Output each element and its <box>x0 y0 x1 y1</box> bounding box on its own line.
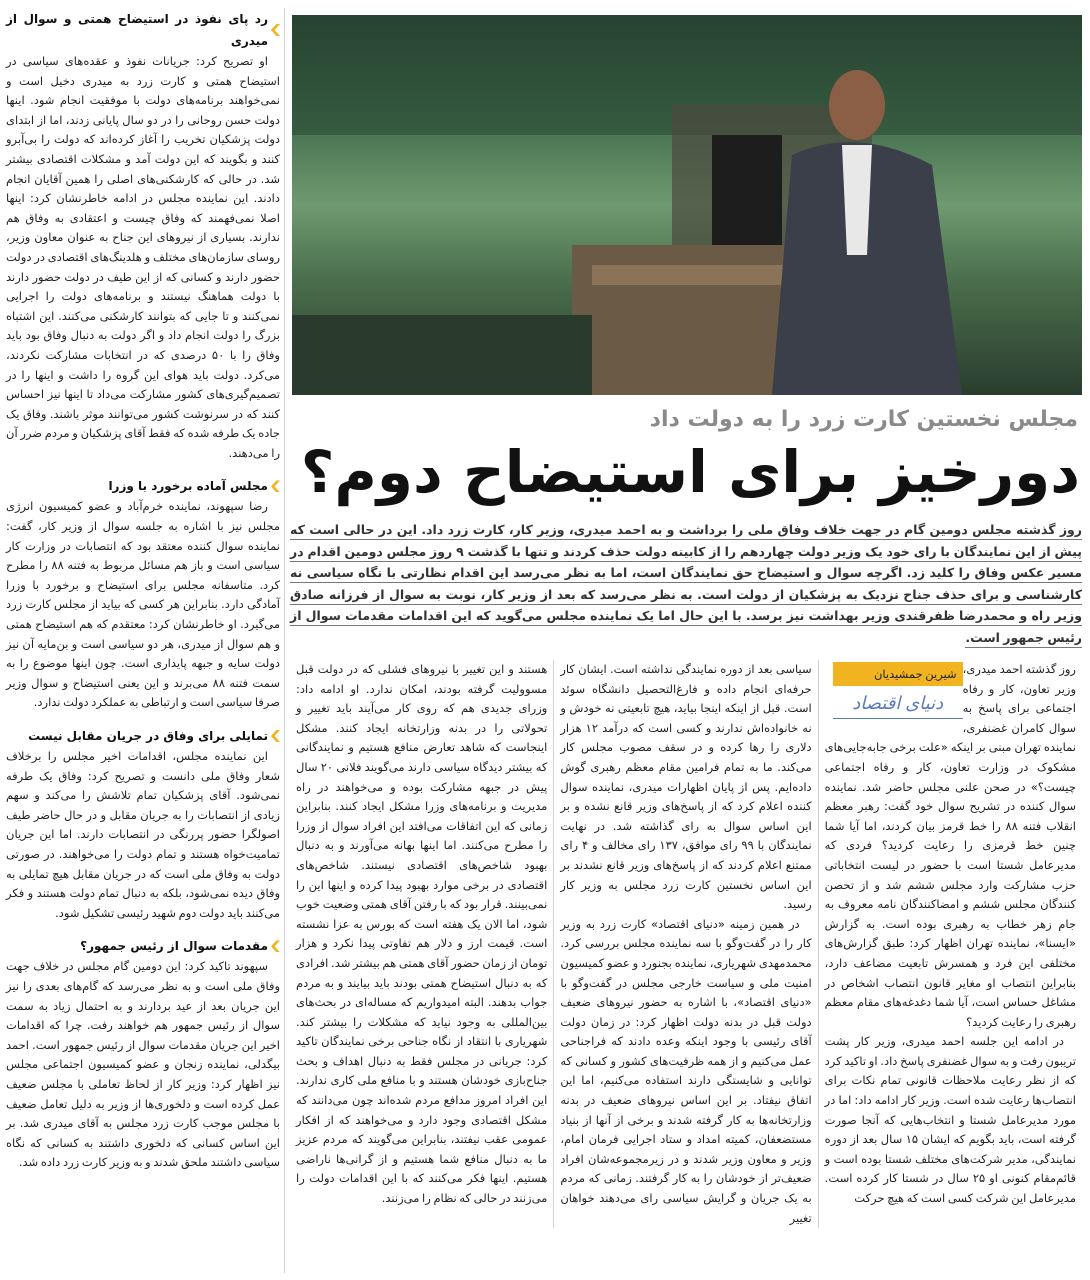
sidebar-column <box>6 8 280 1185</box>
paragraph: در همین زمینه «دنیای اقتصاد» کارت زرد به وزیر کار را در گفت‌وگو با سه نماینده مجلس بررسی کرد. محمدمهدی شهریاری، نماینده بجنورد و عضو کمیسیون امنیت ملی و سیاست خارجی مجلس در گفت‌وگو با «دنیای اقتصاد»، با اشاره به حضور نیروهای ضعیف دولت قبل در بدنه دولت اظهار کرد: در زمان دولت آقای رئیسی با وجود اینکه وعده دادند که فراجناحی عمل می‌کنیم و از همه ظرفیت‌های کشور و کسانی که توانایی و شایستگی دارند استفاده می‌کنیم، اما این اتفاق نیفتاد. بر این اساس نیروهای ضعیف در بدنه وزارتخانه‌ها به کار گرفته شدند و برخی از آنها از بنیاد مستضعفان، کمیته امداد و ستاد اجرایی فرمان امام، وزیر و معاون وزیر شدند و در زیرمجموعه‌شان افراد ضعیف‌تر از خودشان را به کار گرفتند. زمانی که مردم به یک جریان و گرایش سیاسی رای می‌دهند خواهان تغییر <box>560 916 812 1225</box>
article-kicker: مجلس نخستین کارت زرد را به دولت داد <box>649 407 1078 432</box>
author-name: شیرین جمشیدیان <box>833 662 963 686</box>
section-text: این نماینده مجلس، اقدامات اخیر مجلس را برخلاف شعار وفاق ملی دانست و تصریح کرد: وفاق یک طرفه نمی‌شود. آقای پزشکیان تمام تلاشش را می‌کند و سهم زیادی از انتصابات را به جریان مقابل و در حال حاضر طیف اصولگرا حضور پررنگی در انتصابات دارند. اما این جریان تمامیت‌خواه هستند و تمام دولت را می‌خواهند. در صورتی دولت به وفاق ملی است که در جریان مقابل هیچ تمایلی به وفاق دیده نمی‌شود، بلکه به دنبال تمام دولت هستند و فکر می‌کنند باید دولت دوم شهید رئیسی تشکیل شود. <box>6 749 280 920</box>
section-heading <box>6 725 280 747</box>
article-lead <box>290 519 1082 648</box>
chevron-bullet-icon <box>271 730 280 742</box>
chevron-bullet-icon <box>271 24 280 36</box>
paragraph: روز گذشته احمد میدری، وزیر تعاون، کار و رفاه اجتماعی برای پاسخ به سوال کامران غضنفری، نماینده تهران مبنی بر اینکه «علت برخی جابه‌جایی‌های مشکوک در وزارت تعاون، کار و رفاه اجتماعی چیست؟» در صحن علنی مجلس حاضر شد. نماینده سوال کننده در تشریح سوال خود گفت: رهبر معظم انقلاب فتنه ۸۸ را خط قرمز بیان کردند، اما آیا شما چنین خط قرمزی را رعایت کردید؟ فردی که مدیرعامل شستا است با حضور در لیست انتخاباتی حزب مشارکت وارد مجلس ششم شد و از تحصن کنندگان مجلس ششم و امضاکنندگان نامه معروف به جام زهر خطاب به رهبری بوده است. به گزارش «ایسنا»، نماینده تهران اظهار کرد: طبق گزارش‌های مختلفی این فرد و همسرش تابعیت مضاعف دارد، بنابراین انتصاب او مغایر قانون انتصاب اشخاص در مشاغل حساس است، آیا شما دغدغه‌های مقام معظم رهبری را رعایت کردید؟ <box>824 662 1076 1029</box>
section-heading <box>6 935 280 957</box>
sidebar-section <box>6 725 280 923</box>
paragraph: هستند و این تغییر با نیروهای فشلی که در دولت قبل مسوولیت گرفته بودند، امکان ندارد. او ادامه داد: وزرای جدیدی هم که روی کار می‌آیند باید تغییر و تحولاتی را در بدنه وزارتخانه ایجاد کنند. مشکل اینجاست که شاهد تعارض منافع هستیم و نمایندگانی که بیشتر دیدگاه سیاسی دارند می‌گویند فلانی ۲۰ سال پیش در جبهه مشارکت بوده و می‌خواهند در راه مدیریت و برنامه‌های وزرا مشکل ایجاد کنند. بنابراین زمانی که این اتفاقات می‌افتد این افراد سوال از وزرا را مطرح می‌کنند. اما اینها بهانه می‌آورند و به دنبال بهبود شاخص‌های اقتصادی نیستند. شاخص‌های اقتصادی در برخی موارد بهبود پیدا کرده و اینها این را نمی‌بینند. قرار بود که با رفتن آقای همتی وضعیت خوب شود، اما الان یک هفته است که بورس به عزا نشسته است. قیمت ارز و دلار هم تفاوتی پیدا نکرد و هزار تومان از زمان حضور آقای همتی هم بیشتر شد. افرادی که به دنبال استیضاح همتی بودند باید بیایند و به مردم جواب بدهند. البته امیدواریم که مساله‌ای در بحث‌های بین‌المللی به وجود نیاید که مشکلات را بیشتر کند. شهریاری با انتقاد از نگاه جناحی برخی نمایندگان تاکید کرد: جریانی در مجلس فقط به دنبال اهداف و بحث جناح‌بازی خودشان هستند و با منافع ملی کاری ندارند. این افراد امروز مدافع مردم شده‌اند چون می‌دانند که مشکل اقتصادی وجود دارد و می‌خواهند که از افکار عمومی عقب نیفتند، بنابراین می‌گویند که مردم عزیز ما به دنبال منافع شما هستیم و از گرانی‌ها ناراضی هستیم. اینها فکر می‌کنند که با این اقدامات دولت را می‌زنند در حالی که نظام را می‌زنند. <box>296 662 548 1206</box>
newspaper-logo: دنیای اقتصاد <box>833 690 963 719</box>
article-column-3 <box>290 660 554 1228</box>
section-heading-text: مجلس آماده برخورد با وزرا <box>108 479 268 494</box>
article-column-1 <box>819 660 1082 1228</box>
article-headline: دورخیز برای استیضاح دوم؟ <box>300 438 1080 506</box>
sidebar-section <box>6 935 280 1173</box>
column-divider <box>284 8 285 1273</box>
section-heading-text: رد پای نفوذ در استیضاح همتی و سوال از میدری <box>6 12 268 48</box>
lead-text: روز گذشته مجلس دومین گام در جهت خلاف وفاق ملی را برداشت و به احمد میدری، وزیر کار، کارت زرد داد. این در حالی است که پیش از این نمایندگان با رای خود یک وزیر دولت چهاردهم را از کابینه دولت حذف کردند و تنها با گذشت ۹ روز مجلس دومین اقدام در مسیر عکس وفاق را کلید زد. اگرچه سوال و استیضاح حق نمایندگان است، اما به نظر می‌رسد این اقدام نظارتی با نگاه سیاسی نه کارشناسی و برای حذف جناح نزدیک به پزشکیان از دولت است. به نظر می‌رسد که بعد از وزیر کار، نوبت به سوال از فرزانه صادق وزیر راه و محمدرضا ظفرقندی وزیر بهداشت نیز برسد. با این حال اما یک نماینده مجلس می‌گوید که این اقدامات مقدمات سوال از رئیس جمهور است. <box>290 522 1082 648</box>
photo-illustration <box>292 15 1082 395</box>
section-heading <box>6 475 280 497</box>
sidebar-section <box>6 8 280 463</box>
section-text: سپهوند تاکید کرد: این دومین گام مجلس در خلاف جهت وفاق ملی است و به نظر می‌رسد که گام‌های بعدی را نیز این جریان بعد از عید بردارند و به احتمال زیاد به سمت سوال از رئیس جمهور هم خواهند رفت. چرا که اقدامات اخیر این جریان مقدمات سوال از رئیس جمهور است. احمد بیگدلی، نماینده زنجان و عضو کمیسیون اجتماعی مجلس نیز اظهار کرد: وزیر کار از لحاظ تعاملی با مجلس ضعیف عمل کرده است و دلخوری‌ها از وزیر به دلیل تعامل ضعیف با مجلس موجب کارت زرد مجلس به آقای میدری شد. بر این اساس کسانی که دلخوری داشتند به کسانی که نگاه سیاسی داشتند ملحق شدند و به وزیر کارت زرد داده شد. <box>6 959 280 1170</box>
article-columns <box>290 660 1082 1228</box>
paragraph: در ادامه این جلسه احمد میدری، وزیر کار پشت تریبون رفت و به سوال غضنفری پاسخ داد. او تاکید کرد که از نظر رعایت ملاحظات قانونی تمام نکات برای انتصاب‌ها رعایت شده است. وزیر کار ادامه داد: اما در مورد مدیرعامل شستا و انتخاب‌هایی که آنجا صورت گرفته است، باید بگویم که ایشان ۱۵ سال بعد از دوره نمایندگی، مدیر شرکت‌های مختلف شستا بوده است و قائم‌مقام کنونی او ۲۵ سال در شستا کار کرده است. مدیرعامل این شرکت کسی است که هیچ حرکت <box>824 1034 1077 1206</box>
chevron-bullet-icon <box>271 940 280 952</box>
author-box <box>833 662 963 732</box>
section-heading-text: مقدمات سوال از رئیس جمهور؟ <box>80 939 268 954</box>
article-column-2 <box>554 660 818 1228</box>
section-heading <box>6 8 280 52</box>
main-article <box>290 15 1082 1228</box>
section-heading-text: تمایلی برای وفاق در جریان مقابل نیست <box>28 729 268 743</box>
chevron-bullet-icon <box>271 480 280 492</box>
sidebar-section <box>6 475 280 713</box>
section-text: رضا سپهوند، نماینده خرم‌آباد و عضو کمیسیون انرژی مجلس نیز با اشاره به جلسه سوال از وزیر کار، گفت: نماینده سوال کننده معتقد بود که انتصابات در وزارت کار سیاسی است و باز هم مسائل مربوط به فتنه ۸۸ را مطرح کرد. متاسفانه مجلس برای استیضاح و برخورد با وزرا آمادگی دارد. بنابراین هر کسی که بیاید از مجلس کارت زرد می‌گیرد. او خاطرنشان کرد: معتقدم که هم استیضاح همتی و هم سوال از میدری، هر دو سیاسی است و بن‌مایه آن نیز دولت سایه و جبهه پایداری است. چون اینها موضوع را به سمت فتنه ۸۸ می‌برند و این یعنی استیضاح و سوال وزیر صرفا سیاسی است و ارتباطی به عملکرد دولت ندارد. <box>6 499 281 710</box>
paragraph: سیاسی بعد از دوره نمایندگی نداشته است. ایشان کار حرفه‌ای انجام داده و فارغ‌التحصیل دانشگاه سوئد است. قبل از اینکه اینجا بیاید، هیچ تابعیتی نه خودش و نه خانواده‌اش ندارند و کسی است که درآمد ۱۲ هزار دلاری را رها کرده و در سقف مصوب مجلس کار می‌کند. ما به تمام فرامین مقام معظم رهبری گوش داده‌ایم. پس از پایان اظهارات میدری، نماینده سوال کننده اعلام کرد که از پاسخ‌های وزیر قانع نشده و بر این اساس سوال به رای گذاشته شد. در نهایت نمایندگان با ۹۹ رای موافق، ۱۳۷ رای مخالف و ۴ رای ممتنع اعلام کردند که از پاسخ‌های وزیر قانع نشدند بر این اساس نخستین کارت زرد مجلس به وزیر کار رسید. <box>560 662 812 912</box>
section-text: او تصریح کرد: جریانات نفوذ و عقده‌های سیاسی در استیضاح همتی و کارت زرد به میدری دخیل است و نمی‌خواهند برنامه‌های دولت با موفقیت انجام شود. اینها دولت حسن روحانی را در دو سال پایانی زدند، اما از ابتدای دولت پزشکیان تخریب را آغاز کرده‌اند که دولت را بی‌آبرو کنند و بگویند که این دولت آمد و مشکلات اقتصادی بیشتر شد. در حالی که کارشکنی‌های اصلی را همین آقایان انجام دادند. این نماینده مجلس در ادامه خاطرنشان کرد: اینها اصلا نمی‌فهمند که وفاق چیست و اعتقادی به وفاق هم ندارند. بسیاری از نیروهای این جناح به عنوان معاون وزیر، روسای سازمان‌های مختلف و هلدینگ‌های اقتصادی در دولت حضور دارند و کسانی که از این طیف در دولت حضور دارند با دولت هماهنگ نیستند و برنامه‌های دولت را اجرایی نمی‌کنند و تا جایی که بتوانند کارشکنی می‌کنند. این اشتباه بزرگ را دولت انجام داد و اگر دولت به دنبال وفاق بود باید وفاق را با ۵۰ درصدی که در انتخابات مشارکت نکردند، می‌کرد. دولت باید هوای این گروه را داشت و اینها را در تصمیم‌گیری‌های کشور مشارکت می‌داد تا اینها نیز احساس کنند که در سرنوشت کشور می‌توانند موثر باشند. وفاق یک جاده یک طرفه شده که فقط آقای پزشکیان و مردم ضرر آن را می‌دهند. <box>6 54 280 460</box>
parliament-photo <box>292 15 1082 395</box>
